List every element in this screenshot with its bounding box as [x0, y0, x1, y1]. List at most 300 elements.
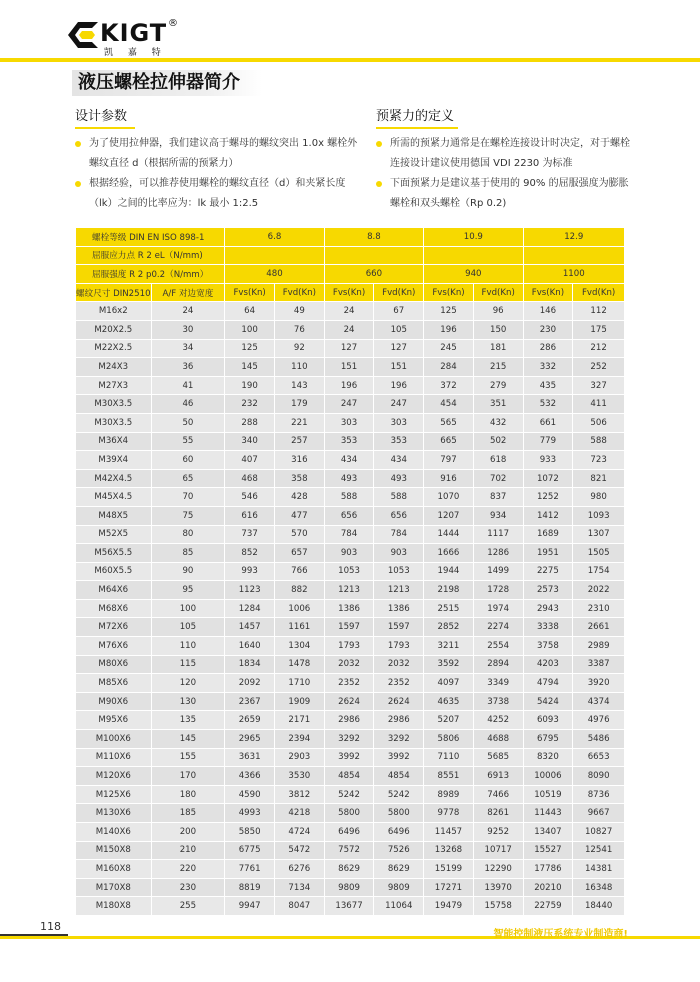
thread-size-cell: M30X3.5: [76, 413, 152, 432]
thread-size-cell: M36X4: [76, 432, 152, 451]
table-row: [76, 358, 625, 377]
fvs-cell: 656: [324, 506, 374, 525]
fvd-cell: 4374: [573, 692, 625, 711]
fvs-cell: 9947: [225, 897, 275, 916]
yield-strength-label: 屈服强度 R 2 p0.2（N/mm）: [76, 265, 225, 284]
fvd-cell: 1304: [274, 637, 324, 656]
fvs-cell: 196: [324, 376, 374, 395]
table-row: [76, 823, 625, 842]
af-cell: 155: [151, 748, 225, 767]
design-param-bullet: [75, 134, 365, 174]
af-cell: 180: [151, 785, 225, 804]
fvd-cell: 5800: [374, 804, 424, 823]
fvd-cell: 96: [473, 302, 523, 321]
fvs-cell: 1834: [225, 655, 275, 674]
fvd-cell: 9667: [573, 804, 625, 823]
fvs-cell: 6795: [523, 730, 573, 749]
fvs-cell: 13268: [424, 841, 474, 860]
fvs-cell: 8551: [424, 767, 474, 786]
yield-point-cell: [225, 246, 324, 265]
fvd-cell: 49: [274, 302, 324, 321]
fvd-cell: 7526: [374, 841, 424, 860]
fvs-cell: 245: [424, 339, 474, 358]
brand-logo: [68, 20, 178, 56]
yield-point-cell: [523, 246, 624, 265]
thread-size-cell: M85X6: [76, 674, 152, 693]
af-cell: 50: [151, 413, 225, 432]
fvd-cell: 1597: [374, 618, 424, 637]
fvd-cell: 252: [573, 358, 625, 377]
grade-cell: 10.9: [424, 228, 523, 247]
fvd-cell: 618: [473, 451, 523, 470]
fvs-cell: 7572: [324, 841, 374, 860]
table-row: [76, 674, 625, 693]
fvs-cell: 372: [424, 376, 474, 395]
fvs-cell: 230: [523, 320, 573, 339]
fvs-cell: 5242: [324, 785, 374, 804]
fvs-cell: 565: [424, 413, 474, 432]
table-row: [76, 376, 625, 395]
fvd-cell: 4688: [473, 730, 523, 749]
fvs-cell: 4203: [523, 655, 573, 674]
thread-size-cell: M80X6: [76, 655, 152, 674]
header-accent-bar: [0, 58, 700, 62]
fvs-cell: 17786: [523, 860, 573, 879]
table-row: [76, 320, 625, 339]
fvd-cell: 2022: [573, 581, 625, 600]
fvd-cell: 2903: [274, 748, 324, 767]
fvs-cell: 546: [225, 488, 275, 507]
fvd-cell: 13970: [473, 878, 523, 897]
fvd-cell: 279: [473, 376, 523, 395]
fvd-cell: 1974: [473, 599, 523, 618]
table-row: [76, 302, 625, 321]
fvs-cell: 1070: [424, 488, 474, 507]
fvd-cell: 1006: [274, 599, 324, 618]
fvs-cell: 284: [424, 358, 474, 377]
af-cell: 145: [151, 730, 225, 749]
table-row: [76, 748, 625, 767]
thread-size-cell: M125X6: [76, 785, 152, 804]
fvs-cell: 3292: [324, 730, 374, 749]
fvs-cell: 3211: [424, 637, 474, 656]
fvd-cell: 428: [274, 488, 324, 507]
fvs-cell: 10519: [523, 785, 573, 804]
fvd-cell: 15758: [473, 897, 523, 916]
fvd-cell: 2310: [573, 599, 625, 618]
fvs-cell: 665: [424, 432, 474, 451]
af-cell: 210: [151, 841, 225, 860]
thread-size-cell: M110X6: [76, 748, 152, 767]
fvs-cell: 2624: [324, 692, 374, 711]
table-row: [76, 451, 625, 470]
fvd-cell: 5242: [374, 785, 424, 804]
fvs-cell: 146: [523, 302, 573, 321]
fvd-cell: 7466: [473, 785, 523, 804]
fvd-cell: 493: [374, 469, 424, 488]
fvd-cell: 151: [374, 358, 424, 377]
fvs-cell: 3592: [424, 655, 474, 674]
fvd-cell: 1093: [573, 506, 625, 525]
fvd-cell: 8736: [573, 785, 625, 804]
fvd-cell: 934: [473, 506, 523, 525]
fvd-cell: 837: [473, 488, 523, 507]
fvd-cell: 179: [274, 395, 324, 414]
fvd-cell: 127: [374, 339, 424, 358]
fvs-cell: 9809: [324, 878, 374, 897]
fvd-cell: 316: [274, 451, 324, 470]
registered-mark: ®: [168, 18, 178, 29]
fvd-cell: 1478: [274, 655, 324, 674]
bullet-dot-icon: [75, 141, 81, 147]
fvs-cell: 286: [523, 339, 573, 358]
footer-slogan: 智能控制液压系统专业制造商!: [493, 929, 628, 940]
af-cell: 30: [151, 320, 225, 339]
thread-size-cell: M24X3: [76, 358, 152, 377]
fvd-cell: 477: [274, 506, 324, 525]
fvs-cell: 353: [324, 432, 374, 451]
thread-size-cell: M39X4: [76, 451, 152, 470]
fvs-cell: 340: [225, 432, 275, 451]
fvs-cell: 247: [324, 395, 374, 414]
af-cell: 80: [151, 525, 225, 544]
fvd-cell: 10827: [573, 823, 625, 842]
fvs-cell: 3338: [523, 618, 573, 637]
fvd-cell: 14381: [573, 860, 625, 879]
fvd-cell: 12541: [573, 841, 625, 860]
fvd-cell: 4976: [573, 711, 625, 730]
fvd-cell: 1909: [274, 692, 324, 711]
fvs-cell: 232: [225, 395, 275, 414]
fvd-cell: 1213: [374, 581, 424, 600]
fvd-cell: 2554: [473, 637, 523, 656]
fvd-cell: 12290: [473, 860, 523, 879]
preload-definition-underline: [376, 127, 458, 129]
fvd-cell: 5685: [473, 748, 523, 767]
fvs-header: Fvs(Kn): [523, 283, 573, 302]
fvs-cell: 13407: [523, 823, 573, 842]
thread-size-cell: M120X6: [76, 767, 152, 786]
fvd-cell: 588: [573, 432, 625, 451]
fvd-cell: 9252: [473, 823, 523, 842]
fvs-cell: 1444: [424, 525, 474, 544]
fvs-cell: 903: [324, 544, 374, 563]
fvs-cell: 100: [225, 320, 275, 339]
bullet-dot-icon: [376, 141, 382, 147]
bullet-text: 下面预紧力是建议基于使用的 90% 的屈服强度为膨胀螺栓和双头螺栓（Rp 0.2): [390, 178, 629, 209]
fvs-cell: 3631: [225, 748, 275, 767]
yield-point-label: 屈服应力点 R 2 eL（N/mm): [76, 246, 225, 265]
yield-strength-cell: 940: [424, 265, 523, 284]
thread-size-cell: M64X6: [76, 581, 152, 600]
fvs-cell: 125: [424, 302, 474, 321]
fvd-cell: 327: [573, 376, 625, 395]
fvd-cell: 175: [573, 320, 625, 339]
af-cell: 130: [151, 692, 225, 711]
grade-row: [76, 228, 625, 247]
fvs-cell: 993: [225, 562, 275, 581]
fvs-cell: 10006: [523, 767, 573, 786]
fvd-cell: 723: [573, 451, 625, 470]
fvs-cell: 435: [523, 376, 573, 395]
fvd-cell: 351: [473, 395, 523, 414]
af-cell: 200: [151, 823, 225, 842]
fvd-cell: 2989: [573, 637, 625, 656]
af-cell: 34: [151, 339, 225, 358]
fvs-cell: 24: [324, 302, 374, 321]
fvs-cell: 1944: [424, 562, 474, 581]
fvd-cell: 3349: [473, 674, 523, 693]
table-row: [76, 860, 625, 879]
thread-size-cell: M140X6: [76, 823, 152, 842]
fvs-cell: 2965: [225, 730, 275, 749]
thread-size-cell: M45X4.5: [76, 488, 152, 507]
fvd-cell: 3920: [573, 674, 625, 693]
thread-size-cell: M22X2.5: [76, 339, 152, 358]
af-cell: 90: [151, 562, 225, 581]
fvs-cell: 1207: [424, 506, 474, 525]
thread-size-cell: M20X2.5: [76, 320, 152, 339]
yield-strength-cell: 660: [324, 265, 423, 284]
fvs-cell: 1689: [523, 525, 573, 544]
fvs-cell: 933: [523, 451, 573, 470]
thread-size-cell: M52X5: [76, 525, 152, 544]
column-header-row: [76, 283, 625, 302]
table-row: [76, 562, 625, 581]
fvd-cell: 2352: [374, 674, 424, 693]
table-row: [76, 413, 625, 432]
thread-size-cell: M30X3.5: [76, 395, 152, 414]
fvs-cell: 1213: [324, 581, 374, 600]
fvd-cell: 247: [374, 395, 424, 414]
fvs-cell: 588: [324, 488, 374, 507]
fvs-cell: 1053: [324, 562, 374, 581]
fvs-cell: 9778: [424, 804, 474, 823]
page-number: 118: [40, 920, 61, 933]
fvs-cell: 6093: [523, 711, 573, 730]
fvs-cell: 1123: [225, 581, 275, 600]
fvd-cell: 2624: [374, 692, 424, 711]
logo-mark-icon: [68, 22, 98, 48]
fvd-cell: 1117: [473, 525, 523, 544]
yield-strength-cell: 480: [225, 265, 324, 284]
bullet-text: 为了使用拉伸器，我们建议高于螺母的螺纹突出 1.0x 螺栓外螺纹直径 d（根据所需的预紧力）: [89, 138, 358, 169]
fvs-cell: 1640: [225, 637, 275, 656]
table-row: [76, 785, 625, 804]
fvs-cell: 2986: [324, 711, 374, 730]
fvd-cell: 1728: [473, 581, 523, 600]
table-row: [76, 897, 625, 916]
fvd-cell: 9809: [374, 878, 424, 897]
fvd-cell: 432: [473, 413, 523, 432]
table-row: [76, 618, 625, 637]
fvd-cell: 4724: [274, 823, 324, 842]
fvs-cell: 1386: [324, 599, 374, 618]
fvd-cell: 411: [573, 395, 625, 414]
fvd-cell: 1161: [274, 618, 324, 637]
af-cell: 36: [151, 358, 225, 377]
fvs-cell: 64: [225, 302, 275, 321]
thread-size-cell: M160X8: [76, 860, 152, 879]
fvs-cell: 797: [424, 451, 474, 470]
design-params-underline: [75, 127, 135, 129]
fvd-header: Fvd(Kn): [274, 283, 324, 302]
fvd-cell: 143: [274, 376, 324, 395]
fvd-cell: 303: [374, 413, 424, 432]
fvs-cell: 6496: [324, 823, 374, 842]
af-cell: 120: [151, 674, 225, 693]
thread-size-cell: M48X5: [76, 506, 152, 525]
fvd-cell: 6913: [473, 767, 523, 786]
bullet-text: 所需的预紧力通常是在螺栓连接设计时决定，对于螺栓连接设计建议使用德国 VDI 2230 为标准: [390, 138, 630, 169]
fvs-header: Fvs(Kn): [424, 283, 474, 302]
fvs-cell: 8819: [225, 878, 275, 897]
fvs-cell: 125: [225, 339, 275, 358]
preload-bullet: [376, 174, 631, 214]
fvs-cell: 7110: [424, 748, 474, 767]
design-param-bullet: [75, 174, 365, 214]
preload-bullet: [376, 134, 631, 174]
fvs-cell: 1457: [225, 618, 275, 637]
fvd-cell: 110: [274, 358, 324, 377]
table-row: [76, 469, 625, 488]
thread-size-cell: M56X5.5: [76, 544, 152, 563]
fvs-cell: 5800: [324, 804, 374, 823]
fvs-cell: 1072: [523, 469, 573, 488]
fvs-cell: 2352: [324, 674, 374, 693]
page-title: 液压螺栓拉伸器简介: [78, 72, 240, 93]
fvd-cell: 570: [274, 525, 324, 544]
af-cell: 70: [151, 488, 225, 507]
fvs-cell: 1597: [324, 618, 374, 637]
table-row: [76, 655, 625, 674]
fvd-cell: 434: [374, 451, 424, 470]
fvs-cell: 454: [424, 395, 474, 414]
fvs-cell: 2943: [523, 599, 573, 618]
fvs-cell: 303: [324, 413, 374, 432]
fvd-header: Fvd(Kn): [473, 283, 523, 302]
fvs-cell: 11457: [424, 823, 474, 842]
fvd-cell: 4854: [374, 767, 424, 786]
fvd-cell: 215: [473, 358, 523, 377]
af-cell: 60: [151, 451, 225, 470]
fvd-cell: 3292: [374, 730, 424, 749]
table-row: [76, 544, 625, 563]
table-row: [76, 488, 625, 507]
thread-size-cell: M130X6: [76, 804, 152, 823]
af-cell: 95: [151, 581, 225, 600]
fvs-cell: 2367: [225, 692, 275, 711]
table-row: [76, 525, 625, 544]
logo-subtext: 凯 嘉 特: [104, 48, 167, 58]
fvd-cell: 8047: [274, 897, 324, 916]
af-cell: 46: [151, 395, 225, 414]
fvd-cell: 502: [473, 432, 523, 451]
grade-label: 螺栓等级 DIN EN ISO 898-1: [76, 228, 225, 247]
fvs-cell: 2092: [225, 674, 275, 693]
fvd-cell: 212: [573, 339, 625, 358]
fvs-cell: 2198: [424, 581, 474, 600]
fvd-cell: 358: [274, 469, 324, 488]
af-cell: 41: [151, 376, 225, 395]
fvd-cell: 766: [274, 562, 324, 581]
fvs-cell: 532: [523, 395, 573, 414]
page-header: [0, 0, 700, 62]
table-row: [76, 841, 625, 860]
bullet-text: 根据经验，可以推荐使用螺栓的螺纹直径（d）和夹紧长度（lk）之间的比率应为：lk 最小 1:2.5: [89, 178, 346, 209]
af-cell: 255: [151, 897, 225, 916]
fvs-cell: 2275: [523, 562, 573, 581]
af-cell: 135: [151, 711, 225, 730]
table-row: [76, 878, 625, 897]
thread-size-cell: M180X8: [76, 897, 152, 916]
fvs-cell: 196: [424, 320, 474, 339]
fvd-cell: 5472: [274, 841, 324, 860]
fvd-cell: 821: [573, 469, 625, 488]
fvd-cell: 6276: [274, 860, 324, 879]
fvs-cell: 2659: [225, 711, 275, 730]
af-cell: 65: [151, 469, 225, 488]
fvs-cell: 407: [225, 451, 275, 470]
fvs-cell: 1666: [424, 544, 474, 563]
fvd-cell: 221: [274, 413, 324, 432]
bullet-dot-icon: [75, 181, 81, 187]
fvd-cell: 3992: [374, 748, 424, 767]
af-cell: 100: [151, 599, 225, 618]
fvd-cell: 18440: [573, 897, 625, 916]
af-cell: 230: [151, 878, 225, 897]
fvd-cell: 8090: [573, 767, 625, 786]
preload-definition-heading: 预紧力的定义: [376, 109, 455, 124]
table-row: [76, 730, 625, 749]
design-params-heading: 设计参数: [75, 109, 128, 124]
grade-cell: 12.9: [523, 228, 624, 247]
yield-point-row: [76, 246, 625, 265]
fvs-cell: 2032: [324, 655, 374, 674]
fvd-header: Fvd(Kn): [374, 283, 424, 302]
fvd-cell: 6653: [573, 748, 625, 767]
af-cell: 170: [151, 767, 225, 786]
fvd-cell: 10717: [473, 841, 523, 860]
fvs-cell: 11443: [523, 804, 573, 823]
af-cell: 115: [151, 655, 225, 674]
fvs-cell: 8629: [324, 860, 374, 879]
fvd-cell: 92: [274, 339, 324, 358]
fvd-cell: 2986: [374, 711, 424, 730]
fvd-cell: 1754: [573, 562, 625, 581]
fvs-cell: 151: [324, 358, 374, 377]
thread-size-cell: M72X6: [76, 618, 152, 637]
fvs-cell: 1951: [523, 544, 573, 563]
fvs-cell: 288: [225, 413, 275, 432]
fvs-cell: 6775: [225, 841, 275, 860]
fvd-cell: 2274: [473, 618, 523, 637]
thread-size-cell: M170X8: [76, 878, 152, 897]
fvs-cell: 779: [523, 432, 573, 451]
fvd-cell: 11064: [374, 897, 424, 916]
fvd-cell: 353: [374, 432, 424, 451]
fvs-cell: 1412: [523, 506, 573, 525]
fvs-header: Fvs(Kn): [225, 283, 275, 302]
fvs-cell: 1252: [523, 488, 573, 507]
fvd-cell: 8629: [374, 860, 424, 879]
fvd-cell: 8261: [473, 804, 523, 823]
fvd-cell: 2171: [274, 711, 324, 730]
fvs-cell: 7761: [225, 860, 275, 879]
fvd-cell: 1710: [274, 674, 324, 693]
fvd-cell: 588: [374, 488, 424, 507]
fvd-cell: 3387: [573, 655, 625, 674]
